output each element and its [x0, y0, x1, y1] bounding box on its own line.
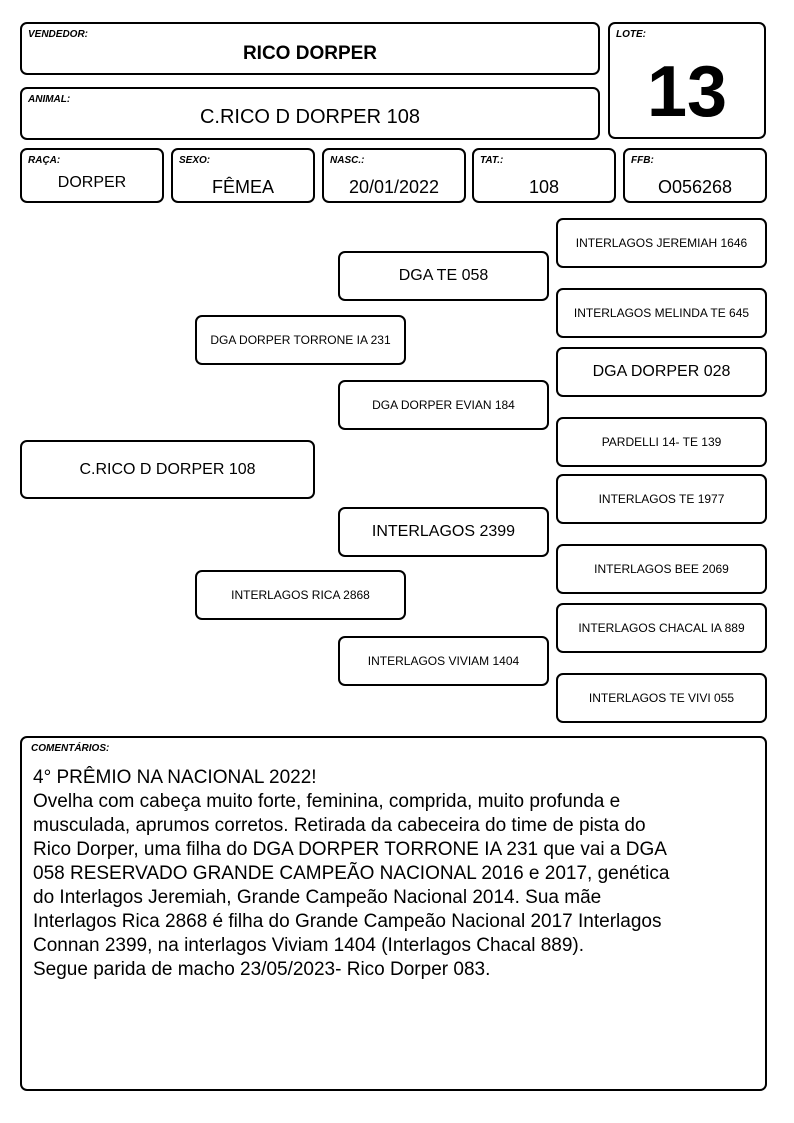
- ffb-value: O056268: [657, 177, 733, 197]
- pedigree-ggp-1: INTERLAGOS JEREMIAH 1646: [556, 218, 767, 268]
- nasc-label: NASC.:: [330, 155, 365, 166]
- comment-line: Rico Dorper, uma filha do DGA DORPER TORRONE IA 231 que vai a DGA: [33, 839, 667, 860]
- pedigree-ggp-6: INTERLAGOS BEE 2069: [556, 544, 767, 594]
- raca-box: [20, 148, 164, 203]
- comment-line: Connan 2399, na interlagos Viviam 1404 (Interlagos Chacal 889).: [33, 935, 584, 956]
- vendedor-value: RICO DORPER: [242, 43, 378, 64]
- pedigree-sire-dam: DGA DORPER EVIAN 184: [338, 380, 549, 430]
- comment-line: Ovelha com cabeça muito forte, feminina, comprida, muito profunda e: [33, 791, 621, 812]
- lote-label: LOTE:: [616, 29, 646, 40]
- pedigree-ggp-3: DGA DORPER 028: [556, 347, 767, 397]
- comments-text: [33, 766, 755, 982]
- pedigree-animal: C.RICO D DORPER 108: [20, 440, 315, 499]
- raca-value: DORPER: [57, 174, 127, 191]
- comments-label: COMENTÁRIOS:: [31, 743, 110, 754]
- sexo-label: SEXO:: [179, 155, 211, 166]
- pedigree-sire-sire: DGA TE 058: [338, 251, 549, 301]
- pedigree-ggp-2: INTERLAGOS MELINDA TE 645: [556, 288, 767, 338]
- comment-line: 4° PRÊMIO NA NACIONAL 2022!: [33, 767, 317, 788]
- lote-number: 13: [646, 52, 728, 132]
- nasc-box: [322, 148, 466, 203]
- tat-label: TAT.:: [480, 155, 504, 166]
- animal-box: [20, 87, 600, 140]
- lote-box: [608, 22, 766, 139]
- pedigree-ggp-8: INTERLAGOS TE VIVI 055: [556, 673, 767, 723]
- animal-label: ANIMAL:: [28, 94, 71, 105]
- pedigree-ggp-7: INTERLAGOS CHACAL IA 889: [556, 603, 767, 653]
- raca-label: RAÇA:: [28, 155, 61, 166]
- vendedor-box: [20, 22, 600, 75]
- pedigree-dam-dam: INTERLAGOS VIVIAM 1404: [338, 636, 549, 686]
- pedigree-ggp-5: INTERLAGOS TE 1977: [556, 474, 767, 524]
- ffb-box: [623, 148, 767, 203]
- nasc-value: 20/01/2022: [348, 177, 440, 197]
- pedigree-dam: INTERLAGOS RICA 2868: [195, 570, 406, 620]
- comment-line: 058 RESERVADO GRANDE CAMPEÃO NACIONAL 2016 e 2017, genética: [33, 863, 670, 884]
- comment-line: Interlagos Rica 2868 é filha do Grande Campeão Nacional 2017 Interlagos: [33, 911, 662, 932]
- animal-value: C.RICO D DORPER 108: [199, 106, 421, 128]
- sexo-value: FÊMEA: [211, 177, 274, 197]
- comment-line: Segue parida de macho 23/05/2023- Rico Dorper 083.: [33, 959, 491, 980]
- tat-value: 108: [528, 177, 560, 197]
- comments-box: [20, 736, 767, 1091]
- comment-line: do Interlagos Jeremiah, Grande Campeão Nacional 2014. Sua mãe: [33, 887, 602, 908]
- ffb-label: FFB:: [631, 155, 654, 166]
- pedigree-sire: DGA DORPER TORRONE IA 231: [195, 315, 406, 365]
- vendedor-label: VENDEDOR:: [28, 29, 89, 40]
- pedigree-ggp-4: PARDELLI 14- TE 139: [556, 417, 767, 467]
- tat-box: [472, 148, 616, 203]
- comment-line: musculada, aprumos corretos. Retirada da cabeceira do time de pista do: [33, 815, 646, 836]
- sexo-box: [171, 148, 315, 203]
- pedigree-dam-sire: INTERLAGOS 2399: [338, 507, 549, 557]
